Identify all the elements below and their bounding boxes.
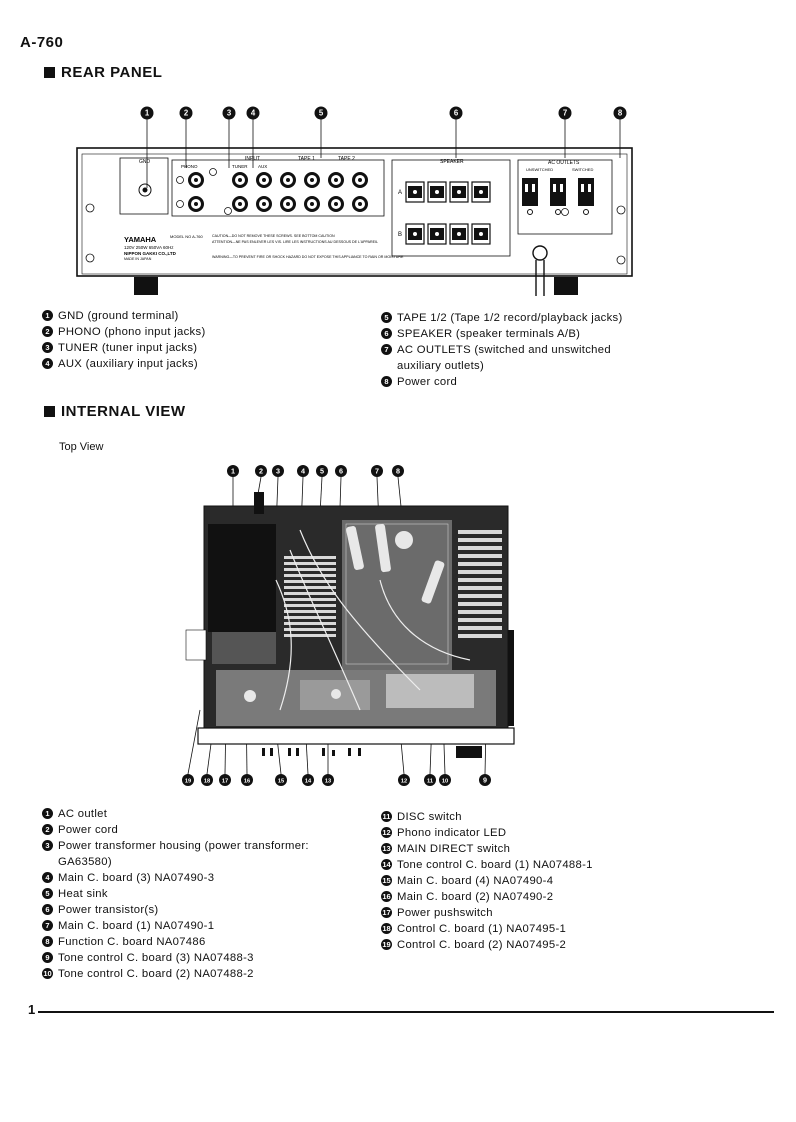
svg-text:3: 3 (276, 466, 280, 476)
panel-warning: WARNING—TO PREVENT FIRE OR SHOCK HAZARD DO NOT EXPOSE THIS APPLIANCE TO RAIN OR MOISTURE (212, 255, 404, 259)
legend-item (381, 921, 641, 937)
rca-jack (328, 172, 344, 188)
panel-spk-a-label: A (398, 190, 403, 196)
ac-outlet (522, 178, 538, 215)
svg-text:1: 1 (231, 466, 235, 476)
heat-sink-fin (284, 616, 336, 619)
heat-sink-fin (458, 594, 502, 598)
legend-item (42, 870, 342, 886)
heat-sink-fin (284, 592, 336, 595)
legend-number-icon: 11 (382, 811, 391, 821)
heat-sink-fin (284, 568, 336, 571)
legend-item (381, 857, 641, 873)
rear-panel-heading (44, 64, 162, 81)
legend-number-icon: 12 (382, 827, 391, 837)
svg-text:8: 8 (396, 466, 400, 476)
footer-rule (38, 1011, 774, 1013)
rca-jack (352, 196, 368, 212)
legend-text: TAPE 1/2 (Tape 1/2 record/playback jacks) (397, 312, 623, 324)
legend-text: Power cord (397, 376, 458, 388)
ac-outlet (578, 178, 594, 215)
heat-sink-fin (284, 610, 336, 613)
legend-item (42, 308, 342, 324)
panel-tuner-label: TUNER (232, 164, 248, 169)
svg-text:17: 17 (221, 778, 229, 785)
heat-sink-fin (458, 602, 502, 606)
legend-number-icon: 5 (381, 312, 392, 323)
legend-item (42, 966, 342, 982)
legend-text: Power transformer housing (power transformer: GA63580) (58, 840, 309, 868)
legend-item (42, 918, 342, 934)
legend-number-icon: 3 (42, 342, 53, 353)
legend-item (42, 886, 342, 902)
internal-callout-4 (297, 465, 309, 477)
legend-text: GND (ground terminal) (58, 310, 179, 322)
heat-sink-fin (458, 562, 502, 566)
internal-callout-2 (255, 465, 267, 477)
internal-callout-8 (392, 465, 404, 477)
internal-callout-7 (371, 465, 383, 477)
legend-item (381, 809, 641, 825)
panel-ac-outlets-label: AC OUTLETS (548, 160, 580, 166)
internal-view-heading (44, 403, 186, 420)
internal-callout-9 (479, 774, 491, 786)
legend-text: Tone control C. board (2) NA07488-2 (58, 968, 254, 980)
heat-sink-fin (284, 622, 336, 625)
legend-number-icon: 2 (42, 824, 53, 835)
heat-sink-fin (458, 626, 502, 630)
legend-number-icon: 9 (42, 952, 53, 963)
legend-item (381, 937, 641, 953)
legend-item (42, 934, 342, 950)
legend-text: AC OUTLETS (switched and unswitched auxiliary outlets) (397, 344, 611, 372)
svg-text:1: 1 (144, 108, 150, 118)
svg-text:14: 14 (304, 778, 312, 785)
legend-number-icon: 4 (42, 358, 53, 369)
rca-jack (304, 196, 320, 212)
svg-text:2: 2 (183, 108, 189, 118)
svg-text:4: 4 (301, 466, 305, 476)
legend-text: Function C. board NA07486 (58, 936, 206, 948)
leader-line (258, 477, 261, 494)
svg-text:6: 6 (339, 466, 343, 476)
legend-number-icon: 6 (381, 328, 392, 339)
speaker-terminal (450, 224, 468, 244)
internal-callout-5 (316, 465, 328, 477)
svg-text:5: 5 (320, 466, 324, 476)
heat-sink-fin (458, 634, 502, 638)
internal-view-title: INTERNAL VIEW (61, 403, 186, 420)
legend-text: Main C. board (2) NA07490-2 (397, 891, 554, 903)
svg-text:6: 6 (453, 108, 459, 118)
legend-item (42, 324, 342, 340)
heat-sink-fin (458, 570, 502, 574)
speaker-terminal (406, 182, 424, 202)
svg-text:7: 7 (375, 466, 379, 476)
legend-item (381, 825, 641, 841)
rca-jack (256, 196, 272, 212)
internal-callout-15 (275, 774, 287, 786)
legend-number-icon: 2 (42, 326, 53, 337)
internal-callout-1 (227, 465, 239, 477)
internal-callout-12 (398, 774, 410, 786)
rca-jack (304, 172, 320, 188)
legend-text: Heat sink (58, 888, 108, 900)
internal-callout-18 (201, 774, 213, 786)
panel-phono-label: PHONO (181, 164, 198, 169)
rear-panel-diagram (0, 100, 796, 300)
svg-text:3: 3 (226, 108, 232, 118)
rear-callout-5 (315, 107, 328, 120)
panel-switched-label: SWITCHED (572, 167, 594, 172)
speaker-terminal (472, 224, 490, 244)
legend-text: AUX (auxiliary input jacks) (58, 358, 198, 370)
rca-jack (280, 196, 296, 212)
internal-callout-14 (302, 774, 314, 786)
legend-number-icon: 1 (42, 310, 53, 321)
legend-text: Control C. board (1) NA07495-1 (397, 923, 567, 935)
legend-item (381, 374, 633, 390)
legend-item (42, 806, 342, 822)
internal-legend-left (42, 806, 342, 982)
legend-text: SPEAKER (speaker terminals A/B) (397, 328, 581, 340)
legend-number-icon: 18 (382, 923, 391, 933)
legend-item (381, 310, 633, 326)
heat-sink-fin (458, 586, 502, 590)
legend-text: Tone control C. board (1) NA07488-1 (397, 859, 593, 871)
svg-text:15: 15 (277, 778, 285, 785)
svg-text:12: 12 (400, 778, 408, 785)
legend-number-icon: 10 (43, 968, 52, 978)
legend-item (42, 902, 342, 918)
heat-sink-fin (458, 538, 502, 542)
heat-sink-fin (284, 604, 336, 607)
legend-item (381, 873, 641, 889)
svg-text:7: 7 (562, 108, 568, 118)
svg-text:16: 16 (243, 778, 251, 785)
rear-callout-3 (223, 107, 236, 120)
heat-sink-fin (458, 610, 502, 614)
rear-callout-8 (614, 107, 627, 120)
panel-speaker-label: SPEAKER (440, 159, 464, 165)
heading-square-icon (44, 406, 55, 417)
legend-number-icon: 14 (382, 859, 391, 869)
panel-gnd-label: GND (139, 159, 151, 165)
legend-number-icon: 13 (382, 843, 391, 853)
legend-item (42, 340, 342, 356)
legend-text: Phono indicator LED (397, 827, 507, 839)
model-name: A-760 (20, 34, 64, 51)
svg-text:18: 18 (203, 778, 211, 785)
panel-tape2-label: TAPE 2 (338, 156, 355, 162)
rca-jack (188, 172, 204, 188)
legend-text: Main C. board (3) NA07490-3 (58, 872, 215, 884)
page-number: 1 (28, 1002, 36, 1017)
legend-item (42, 822, 342, 838)
panel-brand: YAMAHA (124, 235, 157, 244)
panel-input-label: INPUT (245, 156, 260, 162)
internal-legend-right (381, 809, 641, 953)
legend-item (381, 841, 641, 857)
internal-callout-19 (182, 774, 194, 786)
speaker-terminal (406, 224, 424, 244)
panel-aux-label: AUX (258, 164, 268, 169)
legend-number-icon: 16 (382, 891, 391, 901)
internal-callout-17 (219, 774, 231, 786)
legend-item (381, 342, 633, 374)
heat-sink-fin (284, 556, 336, 559)
legend-item (381, 326, 633, 342)
rca-jack (232, 196, 248, 212)
legend-number-icon: 6 (42, 904, 53, 915)
internal-callout-3 (272, 465, 284, 477)
rear-callout-4 (247, 107, 260, 120)
panel-caution-1: CAUTION—DO NOT REMOVE THESE SCREWS. SEE BOTTOM CAUTION (212, 234, 335, 238)
speaker-terminal (450, 182, 468, 202)
legend-item (42, 356, 342, 372)
legend-number-icon: 1 (42, 808, 53, 819)
rear-callout-7 (559, 107, 572, 120)
panel-caution-2: ATTENTION—NE PAS ENLEVER LES VIS. LIRE LES INSTRUCTIONS AU DESSOUS DE L'APPAREIL (212, 240, 379, 244)
heat-sink-fin (284, 574, 336, 577)
legend-item (42, 838, 342, 870)
legend-number-icon: 7 (381, 344, 392, 355)
legend-number-icon: 15 (382, 875, 391, 885)
svg-text:9: 9 (483, 775, 487, 785)
svg-text:11: 11 (426, 778, 434, 785)
rear-callout-6 (450, 107, 463, 120)
legend-text: MAIN DIRECT switch (397, 843, 511, 855)
heat-sink-fin (458, 554, 502, 558)
rca-jack (280, 172, 296, 188)
internal-callout-11 (424, 774, 436, 786)
svg-text:10: 10 (441, 778, 449, 785)
svg-text:19: 19 (184, 778, 192, 785)
internal-callout-16 (241, 774, 253, 786)
legend-number-icon: 19 (382, 939, 391, 949)
legend-number-icon: 7 (42, 920, 53, 931)
rear-legend-right (381, 310, 633, 390)
panel-tape1-label: TAPE 1 (298, 156, 315, 162)
legend-text: Power transistor(s) (58, 904, 159, 916)
legend-item (381, 889, 641, 905)
panel-maker: NIPPON GAKKI CO.,LTD (124, 251, 176, 256)
legend-text: DISC switch (397, 811, 462, 823)
rca-jack (352, 172, 368, 188)
heat-sink-fin (458, 546, 502, 550)
speaker-terminal (428, 224, 446, 244)
heat-sink-fin (284, 562, 336, 565)
svg-text:2: 2 (259, 466, 263, 476)
heat-sink-fin (284, 628, 336, 631)
legend-text: Main C. board (1) NA07490-1 (58, 920, 215, 932)
heading-square-icon (44, 67, 55, 78)
internal-view-diagram (0, 460, 796, 790)
panel-made-in: MADE IN JAPAN (124, 257, 152, 261)
legend-item (42, 950, 342, 966)
legend-text: AC outlet (58, 808, 108, 820)
legend-item (381, 905, 641, 921)
heat-sink-fin (284, 586, 336, 589)
panel-spk-b-label: B (398, 232, 403, 238)
legend-text: Control C. board (2) NA07495-2 (397, 939, 567, 951)
internal-callout-10 (439, 774, 451, 786)
heat-sink-fin (284, 580, 336, 583)
internal-callout-6 (335, 465, 347, 477)
legend-text: PHONO (phono input jacks) (58, 326, 206, 338)
svg-text:5: 5 (318, 108, 324, 118)
top-view-subtitle: Top View (59, 441, 104, 453)
rca-jack (256, 172, 272, 188)
legend-number-icon: 3 (42, 840, 53, 851)
rear-legend-left (42, 308, 342, 372)
speaker-terminal (428, 182, 446, 202)
rear-callout-1 (141, 107, 154, 120)
rear-panel-title: REAR PANEL (61, 64, 163, 81)
legend-text: TUNER (tuner input jacks) (58, 342, 198, 354)
svg-text:13: 13 (324, 778, 332, 785)
legend-number-icon: 4 (42, 872, 53, 883)
legend-number-icon: 8 (381, 376, 392, 387)
speaker-terminal (472, 182, 490, 202)
internal-callout-13 (322, 774, 334, 786)
heat-sink-fin (458, 530, 502, 534)
legend-number-icon: 8 (42, 936, 53, 947)
panel-model-no: MODEL NO A-760 (170, 234, 203, 239)
panel-unswitched-label: UNSWITCHED (526, 167, 554, 172)
legend-number-icon: 17 (382, 907, 391, 917)
legend-text: Power pushswitch (397, 907, 493, 919)
rca-jack (188, 196, 204, 212)
rear-callout-2 (180, 107, 193, 120)
legend-number-icon: 5 (42, 888, 53, 899)
svg-text:4: 4 (250, 108, 256, 118)
legend-text: Tone control C. board (3) NA07488-3 (58, 952, 254, 964)
rca-jack (328, 196, 344, 212)
heat-sink-fin (458, 578, 502, 582)
legend-text: Power cord (58, 824, 119, 836)
heat-sink-fin (458, 618, 502, 622)
panel-ratings: 120V 250W 650VA 60Hz (124, 245, 174, 250)
legend-text: Main C. board (4) NA07490-4 (397, 875, 554, 887)
rca-jack (232, 172, 248, 188)
svg-text:8: 8 (617, 108, 623, 118)
